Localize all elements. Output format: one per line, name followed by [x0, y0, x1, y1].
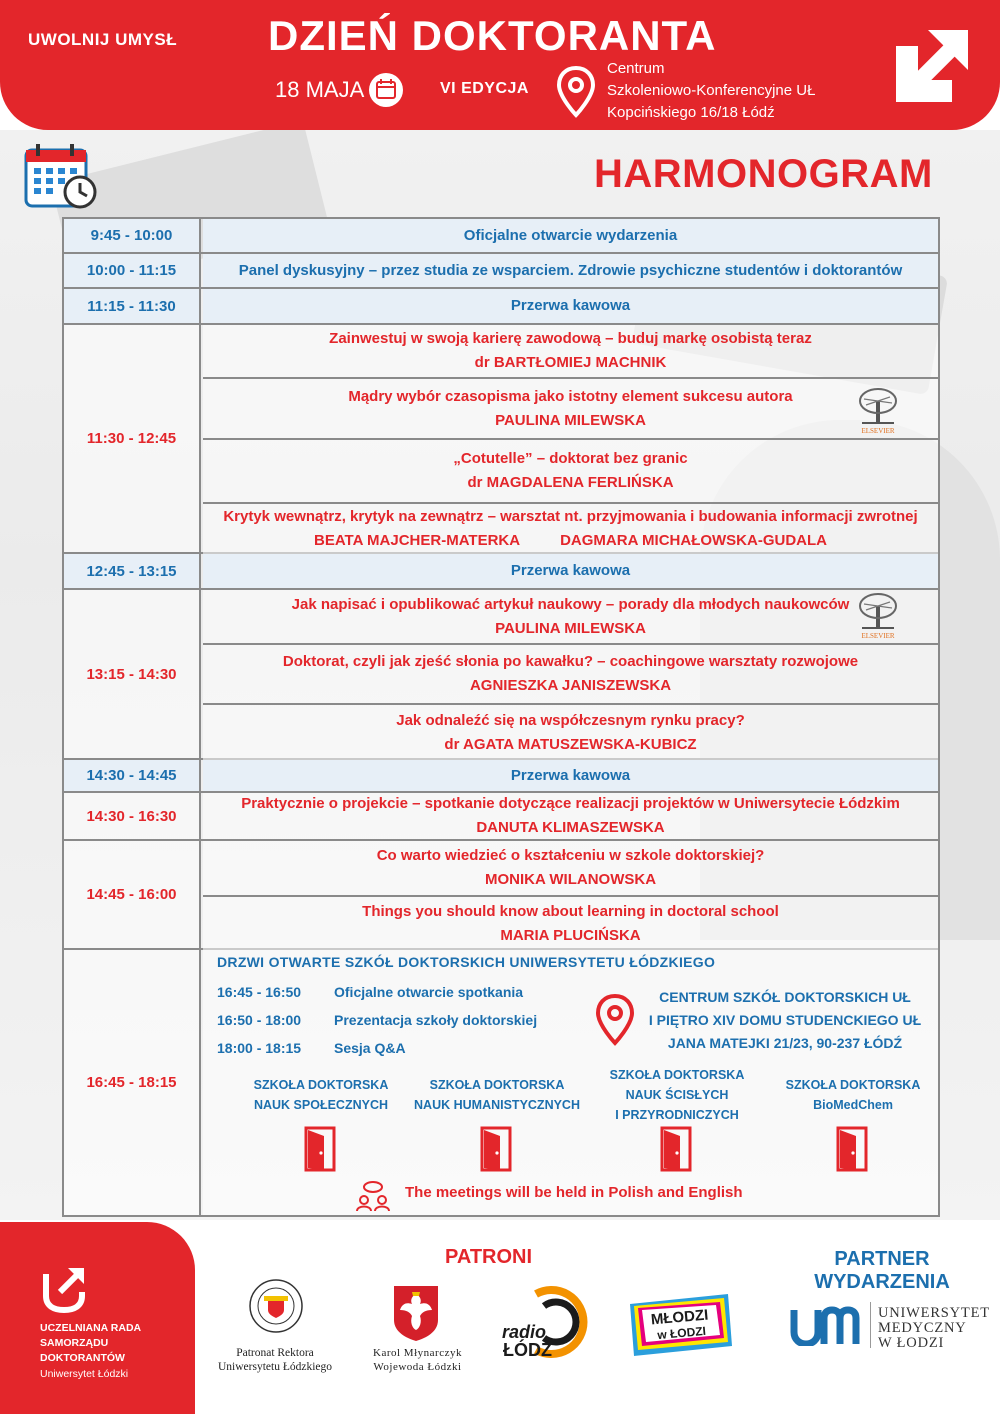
agenda-time: 16:45 - 16:50 [217, 984, 302, 1000]
session-speaker: AGNIESZKA JANISZEWSKA [469, 677, 672, 694]
venue [607, 58, 815, 124]
location-line: I PIĘTRO XIV DOMU STUDENCKIEGO UŁ [648, 1012, 922, 1028]
mlodzi-line: w ŁODZI [656, 1323, 707, 1343]
open-doors-title: DRZWI OTWARTE SZKÓŁ DOKTORSKICH UNIWERSYTETU ŁÓDZKIEGO [217, 954, 716, 970]
session-speaker: PAULINA MILEWSKA [495, 619, 646, 637]
school-line: SZKOŁA DOKTORSKA [785, 1078, 921, 1092]
session [203, 440, 938, 504]
arrow-logo-icon [892, 26, 972, 106]
location-pin-icon [556, 66, 596, 118]
table-row [64, 554, 938, 590]
session-title: Przerwa kawowa [203, 289, 938, 323]
umed-line: MEDYCZNY [878, 1320, 967, 1336]
session-title: Przerwa kawowa [203, 554, 938, 588]
school-line: SZKOŁA DOKTORSKA [253, 1078, 389, 1092]
session-title: Krytyk wewnątrz, krytyk na zewnątrz – warsztat nt. przyjmowania i budowania informacji zwrotnej [223, 508, 918, 525]
umed-logo-icon [790, 1306, 862, 1346]
agenda-time: 18:00 - 18:15 [217, 1040, 302, 1056]
table-row [64, 219, 938, 254]
school-line: NAUK SPOŁECZNYCH [253, 1098, 389, 1112]
council-line: UCZELNIANA RADA [40, 1322, 142, 1334]
table-row [64, 841, 938, 950]
school-line: SZKOŁA DOKTORSKA [429, 1078, 565, 1092]
time-cell: 14:30 - 14:45 [64, 760, 201, 791]
session-title: Doktorat, czyli jak zjeść słonia po kawałku? – coachingowe warsztaty rozwojowe [282, 653, 859, 670]
council-line: SAMORZĄDU [40, 1337, 109, 1349]
agenda-time: 16:50 - 18:00 [217, 1012, 302, 1028]
door-icon [660, 1126, 694, 1172]
event-date: 18 MAJA [275, 77, 365, 102]
table-row [64, 254, 938, 289]
council-university: Uniwersytet Łódzki [40, 1368, 129, 1380]
time-cell: 14:45 - 16:00 [64, 841, 201, 948]
session-title: Co warto wiedzieć o kształceniu w szkole doktorskiej? [376, 847, 765, 864]
school-line: NAUK HUMANISTYCZNYCH [414, 1098, 580, 1112]
table-row [64, 590, 938, 760]
session-speaker: dr BARTŁOMIEJ MACHNIK [474, 354, 667, 371]
school-social-sciences [231, 1075, 411, 1115]
session [203, 841, 938, 897]
time-cell: 14:30 - 16:30 [64, 793, 201, 839]
session-title: Jak odnaleźć się na współczesnym rynku pracy? [396, 711, 745, 729]
elsevier-logo [854, 387, 902, 435]
radio-wordmark: ŁÓDŹ [503, 1340, 552, 1360]
location-pin-icon [595, 994, 635, 1046]
door-icon [480, 1126, 514, 1172]
session [203, 325, 938, 379]
session-title: Things you should know about learning in doctoral school [362, 902, 779, 920]
people-talking-icon [355, 1180, 391, 1212]
time-cell: 13:15 - 14:30 [64, 590, 201, 758]
time-cell: 9:45 - 10:00 [64, 219, 201, 252]
university-seal-icon [248, 1278, 304, 1334]
session-speaker: DANUTA KLIMASZEWSKA [476, 819, 665, 836]
door-icon [836, 1126, 870, 1172]
session [203, 504, 938, 554]
location-line: CENTRUM SZKÓŁ DOKTORSKICH UŁ [659, 989, 911, 1005]
polish-eagle-icon [390, 1284, 442, 1342]
radio-wordmark: radio [502, 1322, 547, 1342]
partner-title-line: PARTNER [834, 1248, 930, 1270]
session-speakers [314, 529, 827, 553]
session-speaker: MARIA PLUCIŃSKA [500, 926, 641, 944]
session [203, 590, 938, 645]
time-cell: 11:30 - 12:45 [64, 325, 201, 552]
edition: VI EDYCJA [440, 80, 529, 97]
partner-title-line: WYDARZENIA [814, 1271, 950, 1293]
council-line: DOKTORANTÓW [40, 1352, 125, 1364]
mlodzi-w-lodzi-logo [624, 1290, 736, 1358]
time-cell: 10:00 - 11:15 [64, 254, 201, 287]
session-speaker: dr AGATA MATUSZEWSKA-KUBICZ [444, 735, 697, 753]
location-line: JANA MATEJKI 21/23, 90-237 ŁÓDŹ [667, 1035, 903, 1051]
school-line: NAUK ŚCISŁYCH [625, 1088, 729, 1102]
session-title: Zainwestuj w swoją karierę zawodową – buduj markę osobistą teraz [329, 330, 812, 347]
door-icon [304, 1126, 338, 1172]
divider [870, 1302, 871, 1348]
school-line: I PRZYRODNICZYCH [615, 1108, 739, 1122]
session-title: „Cotutelle” – doktorat bez granic [453, 450, 688, 467]
table-row [64, 325, 938, 554]
session [203, 379, 938, 440]
school-exact-natural-sciences [587, 1065, 767, 1125]
schedule-table [62, 217, 940, 1217]
venue-line: Szkoleniowo-Konferencyjne UŁ [607, 82, 816, 99]
open-doors-section [203, 950, 938, 1215]
session-speaker: DAGMARA MICHAŁOWSKA-GUDALA [560, 532, 828, 549]
venue-line: Kopcińskiego 16/18 Łódź [607, 104, 775, 121]
school-line: SZKOŁA DOKTORSKA [609, 1068, 745, 1082]
table-row [64, 950, 938, 1215]
council-logo-icon [38, 1262, 90, 1314]
agenda-label: Prezentacja szkoły doktorskiej [334, 1012, 538, 1028]
session-title: Praktycznie o projekcie – spotkanie dotyczące realizacji projektów w Uniwersytecie Łódzkim [241, 795, 900, 812]
voivode-caption: Wojewoda Łódzki [373, 1361, 462, 1373]
header-banner [0, 0, 1000, 130]
session-speaker: MONIKA WILANOWSKA [484, 871, 657, 888]
elsevier-wordmark: ELSEVIER [861, 632, 895, 640]
time-cell: 11:15 - 11:30 [64, 289, 201, 323]
time-cell: 16:45 - 18:15 [64, 950, 201, 1215]
session-title: Jak napisać i opublikować artykuł naukowy – porady dla młodych naukowców [291, 595, 850, 613]
patrons-title: PATRONI [445, 1246, 533, 1268]
rector-caption: Patronat Rektora [236, 1347, 314, 1359]
table-row [64, 289, 938, 325]
session-title: Przerwa kawowa [203, 760, 938, 791]
school-humanities [407, 1075, 587, 1115]
umed-line: W ŁODZI [878, 1335, 945, 1351]
calendar-icon [368, 72, 404, 108]
agenda-label: Sesja Q&A [334, 1040, 406, 1056]
page-heading: HARMONOGRAM [594, 152, 933, 196]
session-speaker: PAULINA MILEWSKA [495, 411, 646, 429]
session [203, 645, 938, 705]
table-row [64, 760, 938, 793]
language-note: The meetings will be held in Polish and English [405, 1184, 743, 1201]
tagline: UWOLNIJ UMYSŁ [28, 30, 178, 49]
session-title: Panel dyskusyjny – przez studia ze wsparciem. Zdrowie psychiczne studentów i doktorantów [203, 254, 938, 287]
elsevier-logo [854, 592, 902, 640]
session-speaker: dr MAGDALENA FERLIŃSKA [467, 474, 674, 491]
event-title: DZIEŃ DOKTORANTA [268, 12, 717, 59]
session [203, 705, 938, 760]
umed-line: UNIWERSYTET [878, 1305, 990, 1321]
rector-caption: Uniwersytetu Łódzkiego [217, 1361, 332, 1373]
table-row [64, 793, 938, 841]
session-speaker: BEATA MAJCHER-MATERKA [313, 532, 521, 549]
council-block [0, 1222, 195, 1414]
partner-title [812, 1248, 952, 1294]
school-line: BioMedChem [813, 1098, 893, 1112]
session [203, 897, 938, 950]
elsevier-wordmark: ELSEVIER [861, 427, 895, 435]
session-title: Oficjalne otwarcie wydarzenia [203, 219, 938, 252]
calendar-clock-icon [22, 140, 102, 214]
mlodzi-line: MŁODZI [650, 1306, 709, 1329]
agenda-label: Oficjalne otwarcie spotkania [334, 984, 524, 1000]
school-biomedchem [763, 1075, 943, 1115]
time-cell: 12:45 - 13:15 [64, 554, 201, 588]
session-title: Mądry wybór czasopisma jako istotny element sukcesu autora [348, 387, 793, 405]
venue-line: Centrum [607, 60, 665, 77]
session [203, 793, 938, 839]
voivode-caption: Karol Młynarczyk [373, 1347, 462, 1359]
